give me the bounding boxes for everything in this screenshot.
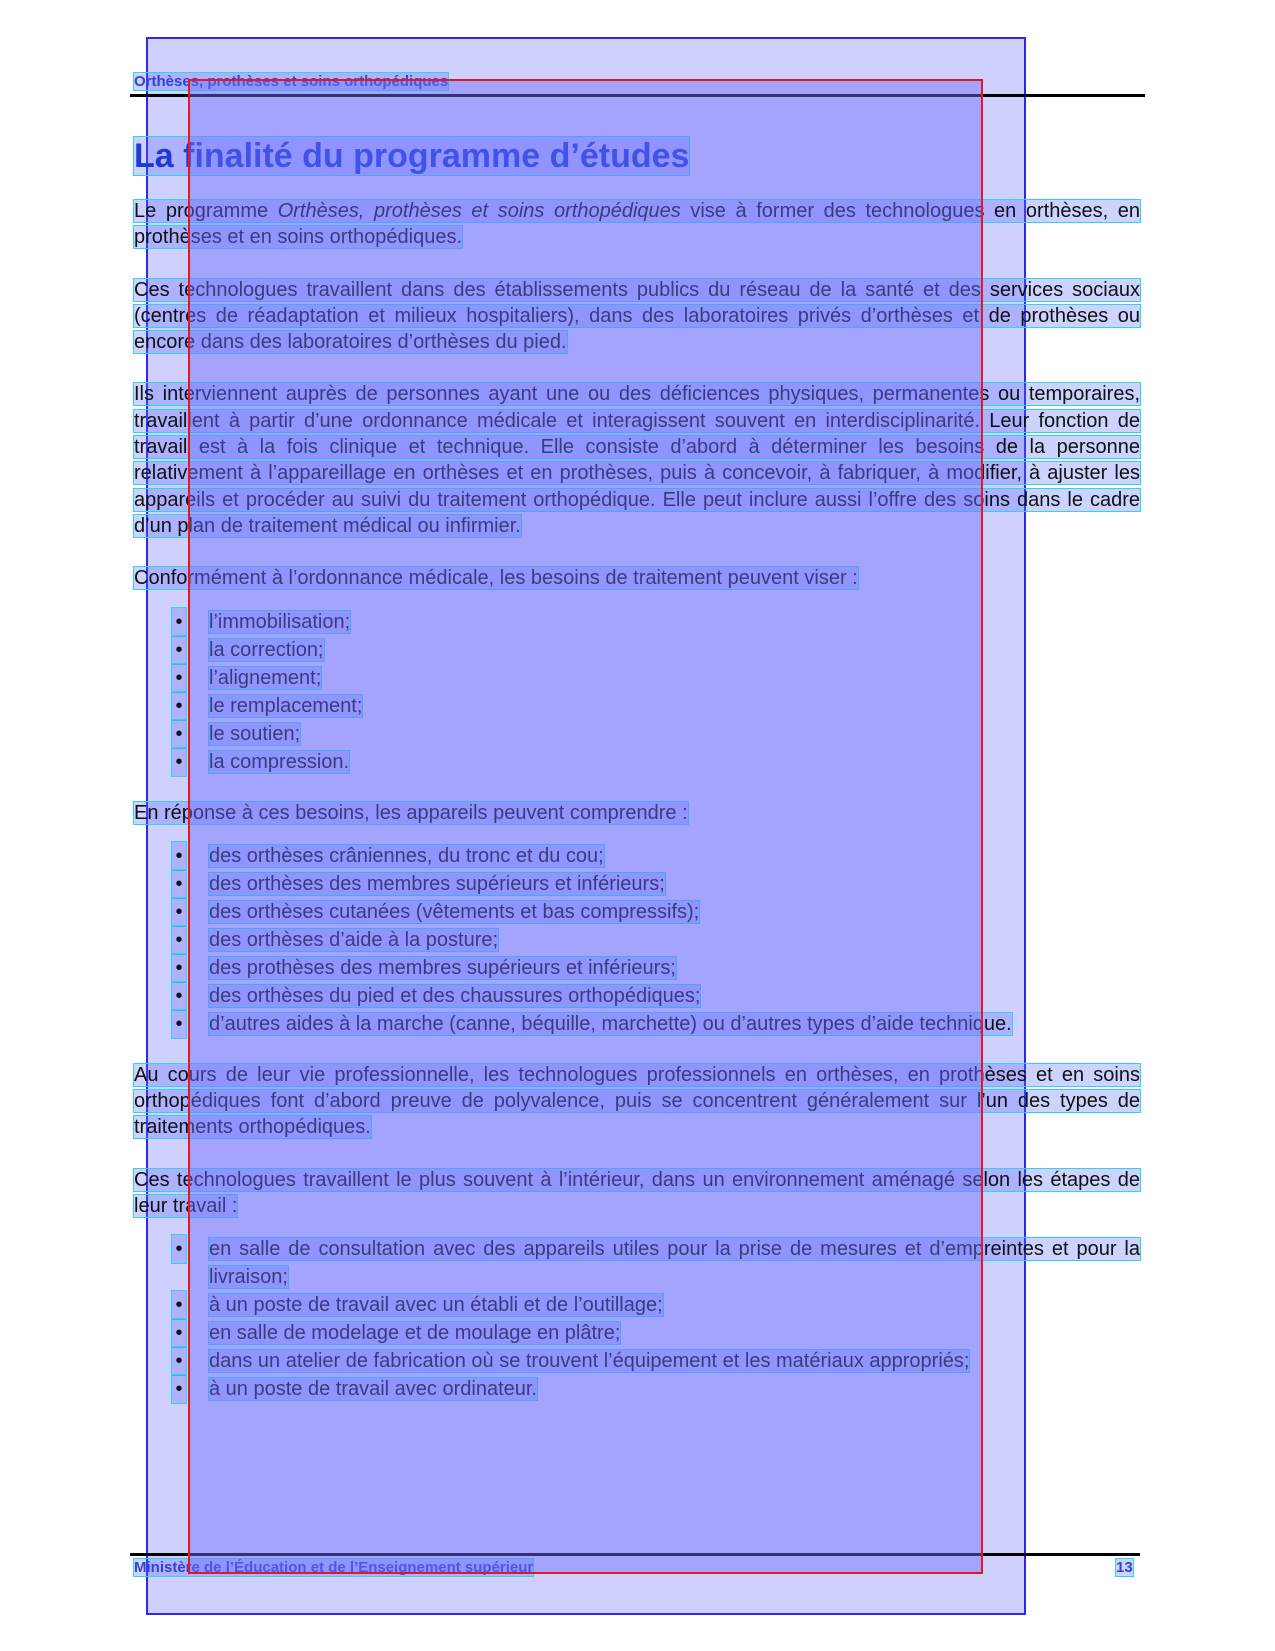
list-item-text: des orthèses des membres supérieurs et inférieurs;	[209, 872, 665, 895]
list-item-text: des orthèses crâniennes, du tronc et du cou;	[209, 844, 604, 867]
list-item-text: à un poste de travail avec un établi et de l’outillage;	[209, 1294, 663, 1317]
list-item-text: des orthèses d’aide à la posture;	[209, 928, 499, 951]
list-item-text: l’immobilisation;	[209, 610, 351, 633]
list-item-text: l’alignement;	[209, 666, 322, 689]
section-title-text: La finalité du programme d’études	[134, 137, 690, 175]
list-item-text: d’autres aides à la marche (canne, béquille, marchette) ou d’autres types d’aide technique.	[209, 1012, 1012, 1035]
bullet-icon: •	[172, 748, 186, 776]
bullet-icon: •	[172, 1375, 186, 1403]
list-item-text: à un poste de travail avec ordinateur.	[209, 1378, 537, 1401]
page-number: 13	[1116, 1559, 1133, 1576]
program-name: Orthèses, prothèses et soins orthopédiques	[277, 200, 681, 222]
list-item-text: la correction;	[209, 638, 324, 661]
bullet-icon: •	[172, 636, 186, 664]
bullet-icon: •	[172, 1347, 186, 1375]
bullet-icon: •	[172, 898, 186, 926]
list-item-text: la compression.	[209, 750, 350, 773]
bullet-icon: •	[172, 1291, 186, 1319]
bullet-icon: •	[172, 664, 186, 692]
intro-lead: Le programme	[134, 200, 278, 222]
paragraph-text: Conformément à l’ordonnance médicale, les besoins de traitement peuvent viser :	[134, 567, 858, 590]
bullet-icon: •	[172, 692, 186, 720]
list-item-text: en salle de modelage et de moulage en plâtre;	[209, 1322, 621, 1345]
intro-rest: vise à former des technologues en orthèses, en prothèses et en soins orthopédiques.	[134, 200, 1140, 249]
bullet-icon: •	[172, 954, 186, 982]
bullet-icon: •	[172, 982, 186, 1010]
paragraph-text: Ces technologues travaillent dans des établissements publics du réseau de la santé et des services sociaux (centres de réadaptation et milieux hospitaliers), dans des laboratoires privés d’orthèses et de prothèses ou encore dans des laboratoires d’orthèses du pied.	[134, 278, 1140, 354]
footer-ministry: Ministère de l’Éducation et de l’Enseignement supérieur	[134, 1559, 534, 1576]
bullet-icon: •	[172, 1319, 186, 1347]
list-item-text: des orthèses du pied et des chaussures orthopédiques;	[209, 984, 701, 1007]
paragraph-text: Au cours de leur vie professionnelle, les technologues professionnels en orthèses, en prothèses et en soins orthopédiques font d’abord preuve de polyvalence, puis se concentrent généralement sur l’un des types de traitements orthopédiques.	[134, 1063, 1140, 1139]
list-item-text: dans un atelier de fabrication où se trouvent l’équipement et les matériaux appropriés;	[209, 1350, 970, 1373]
bullet-icon: •	[172, 926, 186, 954]
bullet-icon: •	[172, 870, 186, 898]
list-item-text: des prothèses des membres supérieurs et inférieurs;	[209, 956, 676, 979]
bullet-icon: •	[172, 842, 186, 870]
list-item-text: des orthèses cutanées (vêtements et bas compressifs);	[209, 900, 700, 923]
bullet-icon: •	[172, 1235, 186, 1263]
bullet-icon: •	[172, 1010, 186, 1038]
bullet-icon: •	[172, 720, 186, 748]
bullet-icon: •	[172, 608, 186, 636]
annotation-overlay-inner	[188, 79, 983, 1574]
paragraph-text: En réponse à ces besoins, les appareils peuvent comprendre :	[134, 801, 688, 824]
list-item-text: le soutien;	[209, 722, 301, 745]
running-header: Orthèses, prothèses et soins orthopédiques	[134, 73, 449, 90]
paragraph-text: Ils interviennent auprès de personnes ayant une ou des déficiences physiques, permanentes ou temporaires, travaillent à partir d’une ordonnance médicale et interagissent souvent en interdisciplinarité. Leur fonction de travail est à la fois clinique et technique. Elle consiste d’abord à déterminer les besoins de la personne relativement à l’appareillage en orthèses et en prothèses, puis à concevoir, à fabriquer, à modifier, à ajuster les appareils et procéder au suivi du traitement orthopédique. Elle peut inclure aussi l’offre des soins dans le cadre d’un plan de traitement médical ou infirmier.	[134, 383, 1140, 537]
list-item-text: le remplacement;	[209, 694, 363, 717]
list-item-text: en salle de consultation avec des appareils utiles pour la prise de mesures et d’empreintes et pour la livraison;	[209, 1238, 1140, 1289]
paragraph-text: Ces technologues travaillent le plus souvent à l’intérieur, dans un environnement aménagé selon les étapes de leur travail :	[134, 1168, 1140, 1218]
